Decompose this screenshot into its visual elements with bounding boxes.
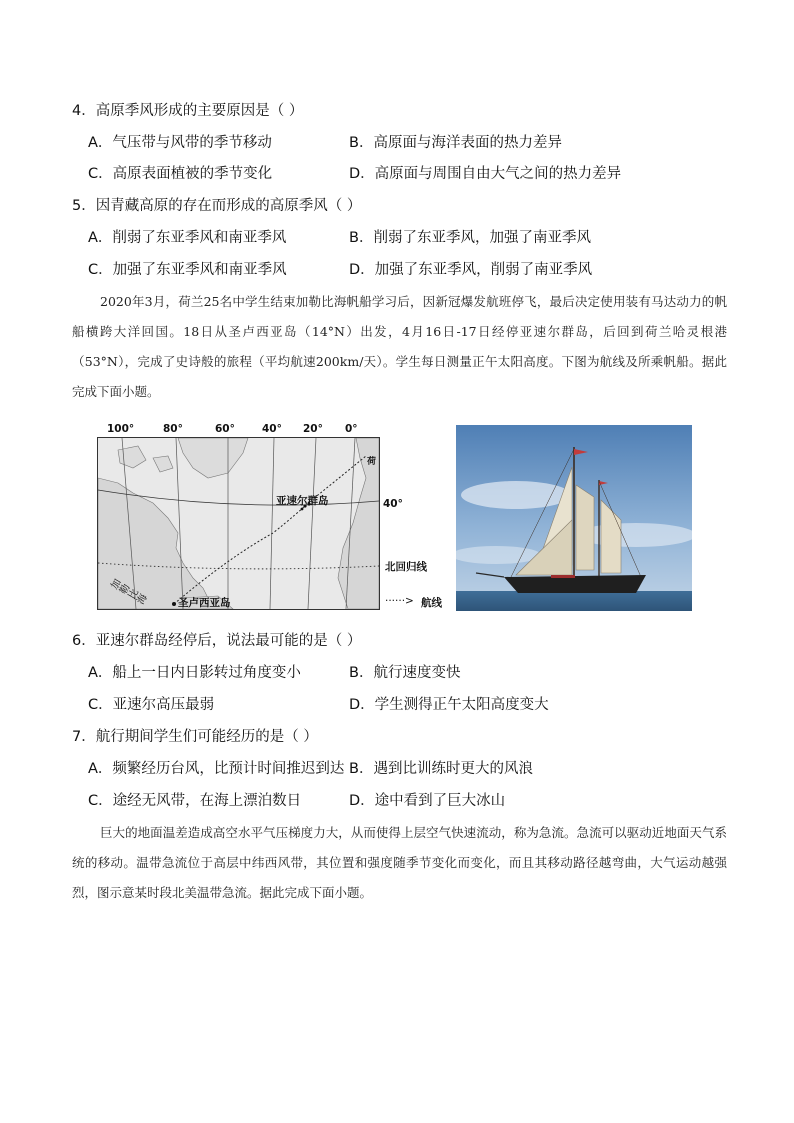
passage-jet-stream: 巨大的地面温差造成高空水平气压梯度力大，从而使得上层空气快速流动，称为急流。急流可以驱动近地面天气系统的移动。温带急流位于高层中纬西风带，其位置和强度随季节变化而变化，而且其移动路径越弯曲，大气运动越强烈，图示意某时段北美温带急流。据此完成下面小题。	[72, 825, 727, 900]
map-label-st-lucia: 圣卢西亚岛	[178, 597, 231, 609]
map-lon-label-20: 20°	[303, 423, 323, 435]
map-drawing	[98, 438, 379, 609]
question-4-option-a: A．气压带与风带的季节移动	[88, 135, 272, 151]
question-5-stem: 5．因青藏高原的存在而形成的高原季风（ ）	[72, 198, 362, 214]
question-7-option-c: C．途经无风带，在海上漂泊数日	[88, 793, 302, 809]
question-5-option-c: C．加强了东亚季风和南亚季风	[88, 262, 287, 278]
map-legend-arrow: ······>	[385, 595, 414, 607]
question-7-stem: 7．航行期间学生们可能经历的是（ ）	[72, 729, 318, 745]
question-4-option-b: B．高原面与海洋表面的热力差异	[349, 135, 562, 151]
map-lon-label-40: 40°	[262, 423, 282, 435]
question-5-option-b: B．削弱了东亚季风，加强了南亚季风	[349, 230, 591, 246]
map-lat-label-40: 40°	[383, 498, 403, 510]
map-label-netherlands: 荷	[367, 457, 377, 467]
question-6-option-c: C．亚速尔高压最弱	[88, 697, 215, 713]
question-6-option-a: A．船上一日内日影转过角度变小	[88, 665, 301, 681]
question-7-option-b: B．遇到比训练时更大的风浪	[349, 761, 533, 777]
map-label-azores: 亚速尔群岛	[276, 495, 329, 507]
sailing-ship-image	[456, 425, 692, 611]
map-lon-label-0: 0°	[345, 423, 358, 435]
question-5-option-d: D．加强了东亚季风，削弱了南亚季风	[349, 262, 593, 278]
question-6-stem: 6．亚速尔群岛经停后，说法最可能的是（ ）	[72, 633, 362, 649]
voyage-map	[97, 437, 380, 610]
question-4-option-c: C．高原表面植被的季节变化	[88, 166, 273, 182]
map-label-caribbean: 加勒比海	[107, 578, 148, 608]
question-7-option-a: A．频繁经历台风，比预计时间推迟到达	[88, 761, 345, 777]
question-4-option-d: D．高原面与周围自由大气之间的热力差异	[349, 166, 622, 182]
question-6-option-b: B．航行速度变快	[349, 665, 461, 681]
map-legend-route: 航线	[421, 597, 442, 609]
map-lon-label-100: 100°	[107, 423, 135, 435]
map-label-tropic: 北回归线	[385, 561, 427, 573]
map-lon-label-60: 60°	[215, 423, 235, 435]
question-6-option-d: D．学生测得正午太阳高度变大	[349, 697, 549, 713]
map-lon-label-80: 80°	[163, 423, 183, 435]
question-5-option-a: A．削弱了东亚季风和南亚季风	[88, 230, 287, 246]
question-4-stem: 4．高原季风形成的主要原因是（ ）	[72, 103, 304, 119]
sailing-ship-photo	[456, 425, 692, 611]
question-7-option-d: D．途中看到了巨大冰山	[349, 793, 506, 809]
passage-sailing-voyage: 2020年3月，荷兰25名中学生结束加勒比海帆船学习后，因新冠爆发航班停飞，最后决定使用装有马达动力的帆船横跨大洋回国。18日从圣卢西亚岛（14°N）出发，4月16日-17日经停亚速尔群岛，后回到荷兰哈灵根港（53°N），完成了史诗般的旅程（平均航速200km/天）。学生每日测量正午太阳高度。下图为航线及所乘帆船。据此完成下面小题。	[72, 294, 727, 399]
